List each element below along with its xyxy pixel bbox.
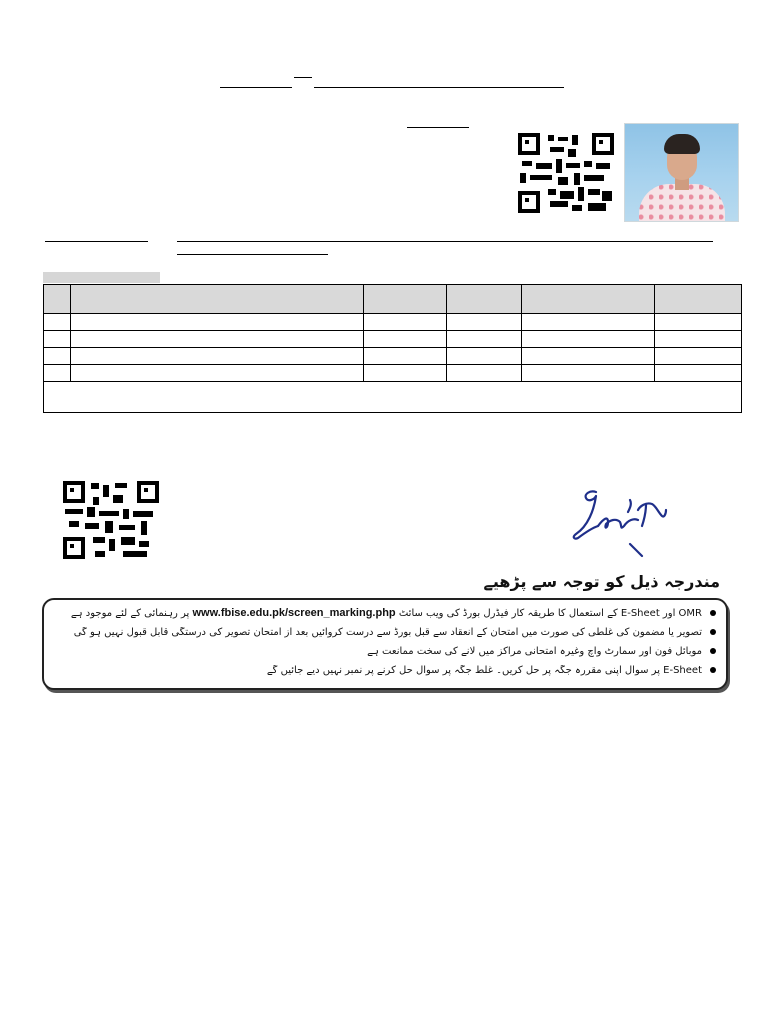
field-rule-value — [177, 241, 713, 242]
table-cell — [522, 348, 655, 365]
table-footer-cell — [44, 382, 742, 413]
column-header — [364, 285, 447, 314]
table-cell — [655, 348, 742, 365]
instruction-link[interactable]: www.fbise.edu.pk/screen_marking.php — [192, 607, 396, 619]
instruction-item — [52, 646, 716, 657]
table-row — [44, 365, 742, 382]
bullet-icon — [710, 667, 716, 673]
column-header — [44, 285, 71, 314]
table-cell — [364, 365, 447, 382]
instructions-box — [42, 598, 728, 690]
signature-mark — [568, 482, 672, 562]
bullet-icon — [710, 648, 716, 654]
table-row — [44, 348, 742, 365]
column-header — [522, 285, 655, 314]
table-cell — [71, 365, 364, 382]
table-cell — [655, 314, 742, 331]
table-caption-tab — [43, 272, 160, 283]
instruction-item — [52, 665, 716, 676]
bullet-icon — [710, 610, 716, 616]
table-cell — [447, 331, 522, 348]
table-row — [44, 331, 742, 348]
header-rule-right — [314, 87, 564, 88]
table-cell — [655, 365, 742, 382]
table-cell — [447, 365, 522, 382]
table-footer-row — [44, 382, 742, 413]
column-header — [655, 285, 742, 314]
qr-code-top — [518, 133, 614, 213]
table-cell — [44, 314, 71, 331]
table-cell — [364, 314, 447, 331]
column-header — [71, 285, 364, 314]
subtitle-rule — [407, 127, 469, 128]
column-header — [447, 285, 522, 314]
instructions-title: مندرجہ ذیل کو توجہ سے پڑھیے — [483, 572, 720, 591]
qr-code-bottom — [63, 481, 159, 559]
table-cell — [447, 348, 522, 365]
table-cell — [44, 348, 71, 365]
field-rule-value-line2 — [177, 254, 328, 255]
bullet-icon — [710, 629, 716, 635]
subjects-table — [43, 284, 742, 413]
table-header-row — [44, 285, 742, 314]
table-cell — [364, 348, 447, 365]
table-cell — [71, 331, 364, 348]
table-cell — [71, 314, 364, 331]
instruction-item — [52, 607, 716, 619]
header-rule-left — [220, 87, 292, 88]
table-cell — [522, 365, 655, 382]
instruction-text: E-Sheet پر سوال اپنی مقررہ جگہ پر حل کریں۔ غلط جگہ پر سوال حل کرنے پر نمبر نہیں دیے جائیں گے — [266, 665, 702, 676]
instruction-text-tail: پر رہنمائی کے لئے موجود ہے — [70, 608, 190, 619]
table-cell — [522, 331, 655, 348]
table-cell — [71, 348, 364, 365]
instruction-item — [52, 627, 716, 638]
table-cell — [522, 314, 655, 331]
field-rule-label — [45, 241, 148, 242]
instruction-text: OMR اور E-Sheet کے استعمال کا طریقہ کار فیڈرل بورڈ کی ویب سائٹ — [398, 608, 702, 619]
table-cell — [364, 331, 447, 348]
header-rule-short — [294, 77, 312, 78]
instruction-text: موبائل فون اور سمارٹ واچ وغیرہ امتحانی مراکز میں لانے کی سخت ممانعت ہے — [367, 646, 702, 657]
table-row — [44, 314, 742, 331]
candidate-photo — [625, 124, 738, 221]
table-cell — [655, 331, 742, 348]
instruction-text: تصویر یا مضمون کی غلطی کی صورت میں امتحان کے انعقاد سے قبل بورڈ سے درست کروائیں بعد از امتحان تصویر کی درستگی قابل قبول نہیں ہو گی — [73, 627, 702, 638]
table-cell — [44, 365, 71, 382]
table-cell — [44, 331, 71, 348]
table-cell — [447, 314, 522, 331]
